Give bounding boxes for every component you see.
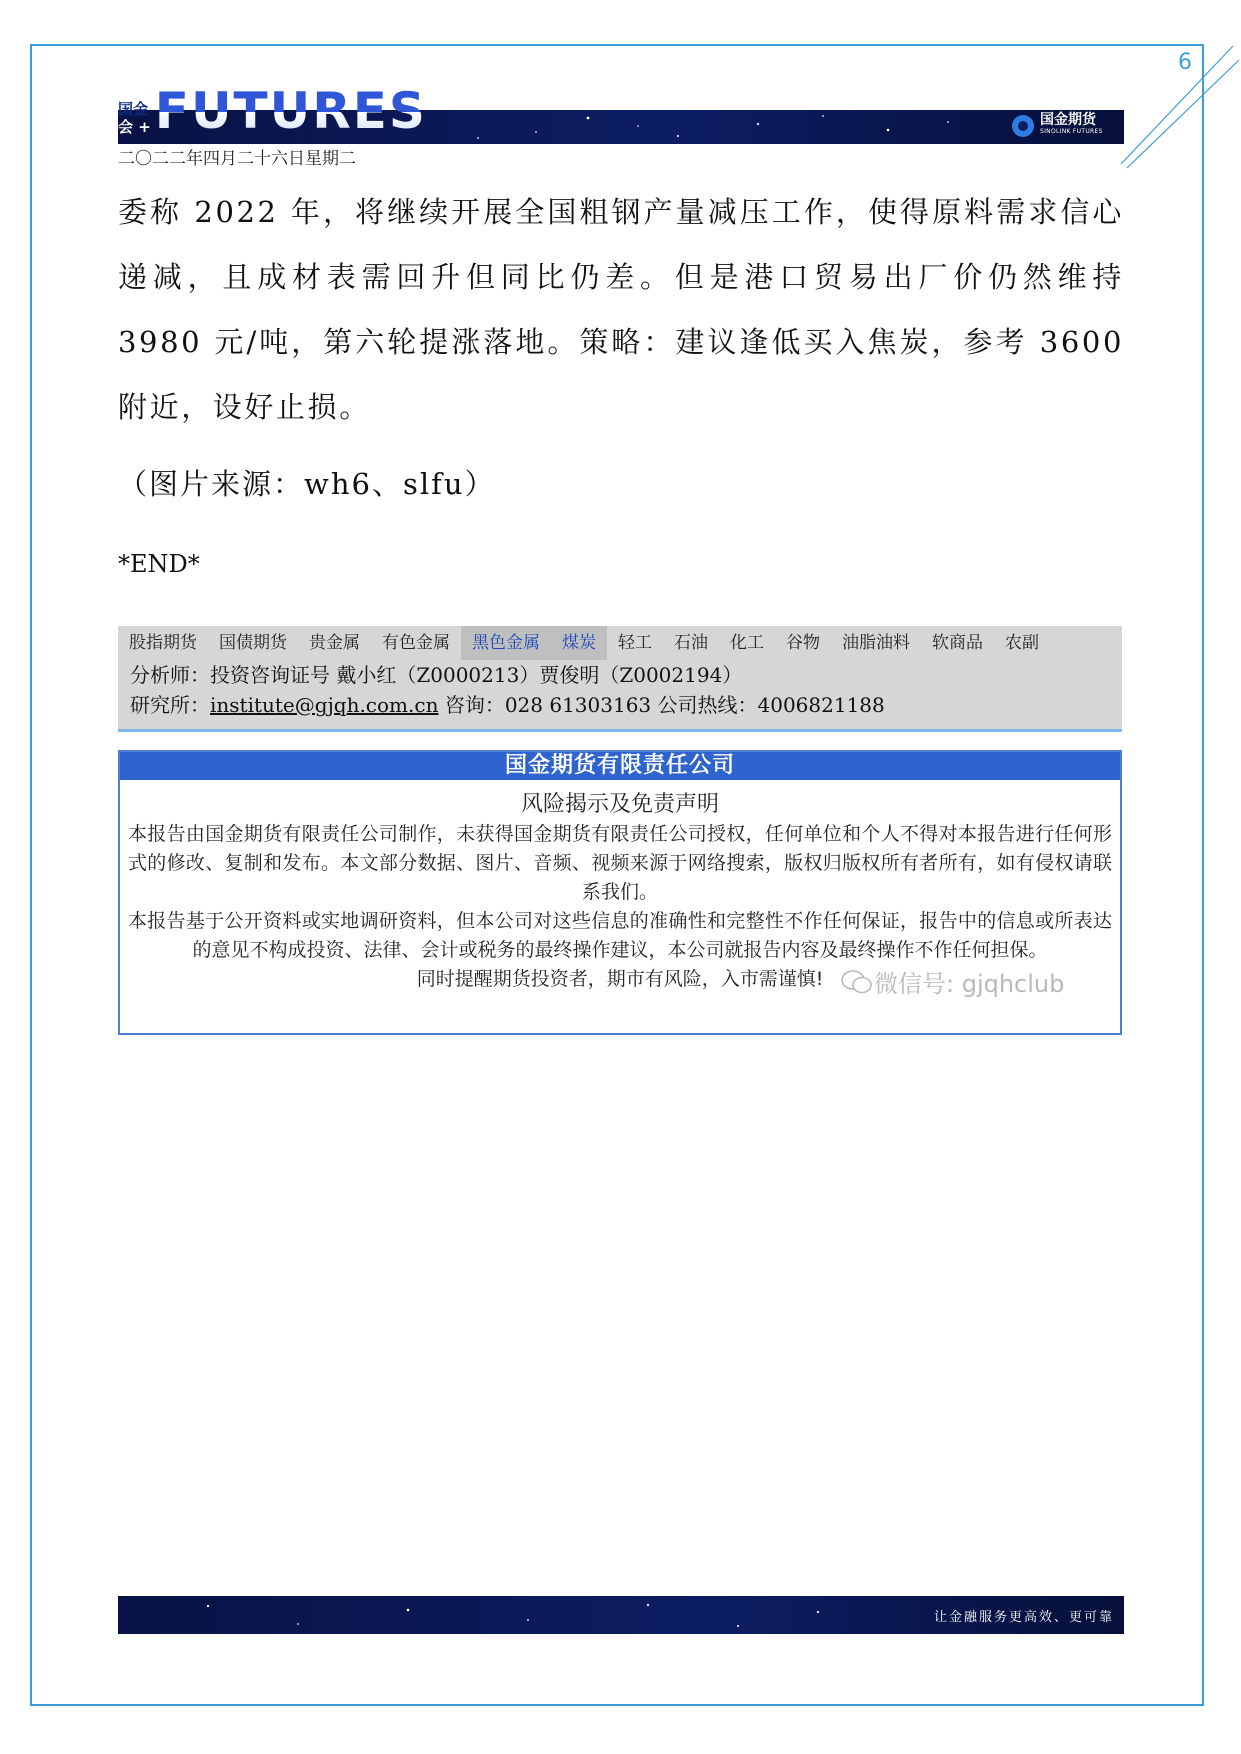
disclaimer-paragraph-1: 本报告由国金期货有限责任公司制作，未获得国金期货有限责任公司授权，任何单位和个人不得对本报告进行任何形式的修改、复制和发布。本文部分数据、图片、音频、视频来源于网络搜索，版权归版权所有者所有，如有侵权请联系我们。: [128, 823, 1112, 903]
consult-info: 咨询：028 61303163 公司热线：4006821188: [438, 693, 885, 717]
company-english-name: SINOLINK FUTURES: [1040, 128, 1103, 135]
tab-chemicals[interactable]: 化工: [730, 633, 764, 653]
body-paragraph: 委称 2022 年，将继续开展全国粗钢产量减压工作，使得原料需求信心递减，且成材表需回升但同比仍差。但是港口贸易出厂价仍然维持 3980 元/吨，第六轮提涨落地。策略：建议逢低买入焦炭，参考 3600 附近，设好止损。: [118, 195, 1124, 424]
tab-stock-index[interactable]: 股指期货: [129, 633, 197, 653]
corner-decoration: [1115, 40, 1241, 170]
tab-soft-commodities[interactable]: 软商品: [932, 633, 983, 653]
disclaimer-company: 国金期货有限责任公司: [120, 752, 1120, 780]
category-tabs: [118, 626, 1122, 660]
tab-oil[interactable]: 石油: [674, 633, 708, 653]
report-date: 二〇二二年四月二十六日星期二: [118, 149, 356, 169]
institute-label: 研究所：: [130, 693, 210, 717]
analyst-line: 分析师：投资咨询证号 戴小红（Z0000213）贾俊明（Z0002194）: [130, 663, 743, 687]
logo-cn-bottom: 会 +: [118, 118, 151, 136]
body-text: [118, 180, 1124, 440]
tab-coal[interactable]: 煤炭: [551, 626, 607, 660]
disclaimer-paragraph-3: 同时提醒期货投资者，期市有风险，入市需谨慎!: [416, 968, 824, 990]
company-short-name: 国金期货: [1040, 112, 1096, 128]
wechat-icon: [840, 969, 874, 995]
tab-ferrous[interactable]: 黑色金属: [461, 626, 551, 660]
disclaimer-title: 风险揭示及免责声明: [520, 792, 719, 817]
footer-slogan: 让金融服务更高效、更可靠: [933, 1610, 1114, 1625]
tab-treasury[interactable]: 国债期货: [219, 633, 287, 653]
tab-oilseeds[interactable]: 油脂油料: [842, 633, 910, 653]
tab-nonferrous[interactable]: 有色金属: [382, 633, 450, 653]
end-mark: *END*: [118, 550, 200, 578]
company-logo: [1012, 114, 1103, 138]
logo-cn-top: 国金: [118, 100, 149, 118]
footer-band: [118, 1596, 1124, 1634]
logo-futures-text: FUTURES: [154, 82, 427, 140]
tab-agri-byproducts[interactable]: 农副: [1005, 633, 1039, 653]
tab-precious-metals[interactable]: 贵金属: [309, 633, 360, 653]
disclaimer-paragraph-2: 本报告基于公开资料或实地调研资料，但本公司对这些信息的准确性和完整性不作任何保证，报告中的信息或所表达的意见不构成投资、法律、会计或税务的最终操作建议，本公司就报告内容及最终操作不作任何担保。: [128, 910, 1112, 961]
tab-light-industry[interactable]: 轻工: [618, 633, 652, 653]
futures-logo: [118, 82, 427, 140]
institute-email-link[interactable]: institute@gjqh.com.cn: [210, 693, 439, 717]
company-logo-icon: [1012, 115, 1034, 137]
page-number: 6: [1178, 50, 1192, 75]
image-source: （图片来源：wh6、slfu）: [118, 467, 496, 501]
category-nav: [118, 626, 1122, 732]
tab-grains[interactable]: 谷物: [786, 633, 820, 653]
wechat-watermark: [840, 964, 1064, 999]
wechat-id: 微信号: gjqhclub: [874, 970, 1065, 998]
contact-line: [118, 690, 1122, 720]
